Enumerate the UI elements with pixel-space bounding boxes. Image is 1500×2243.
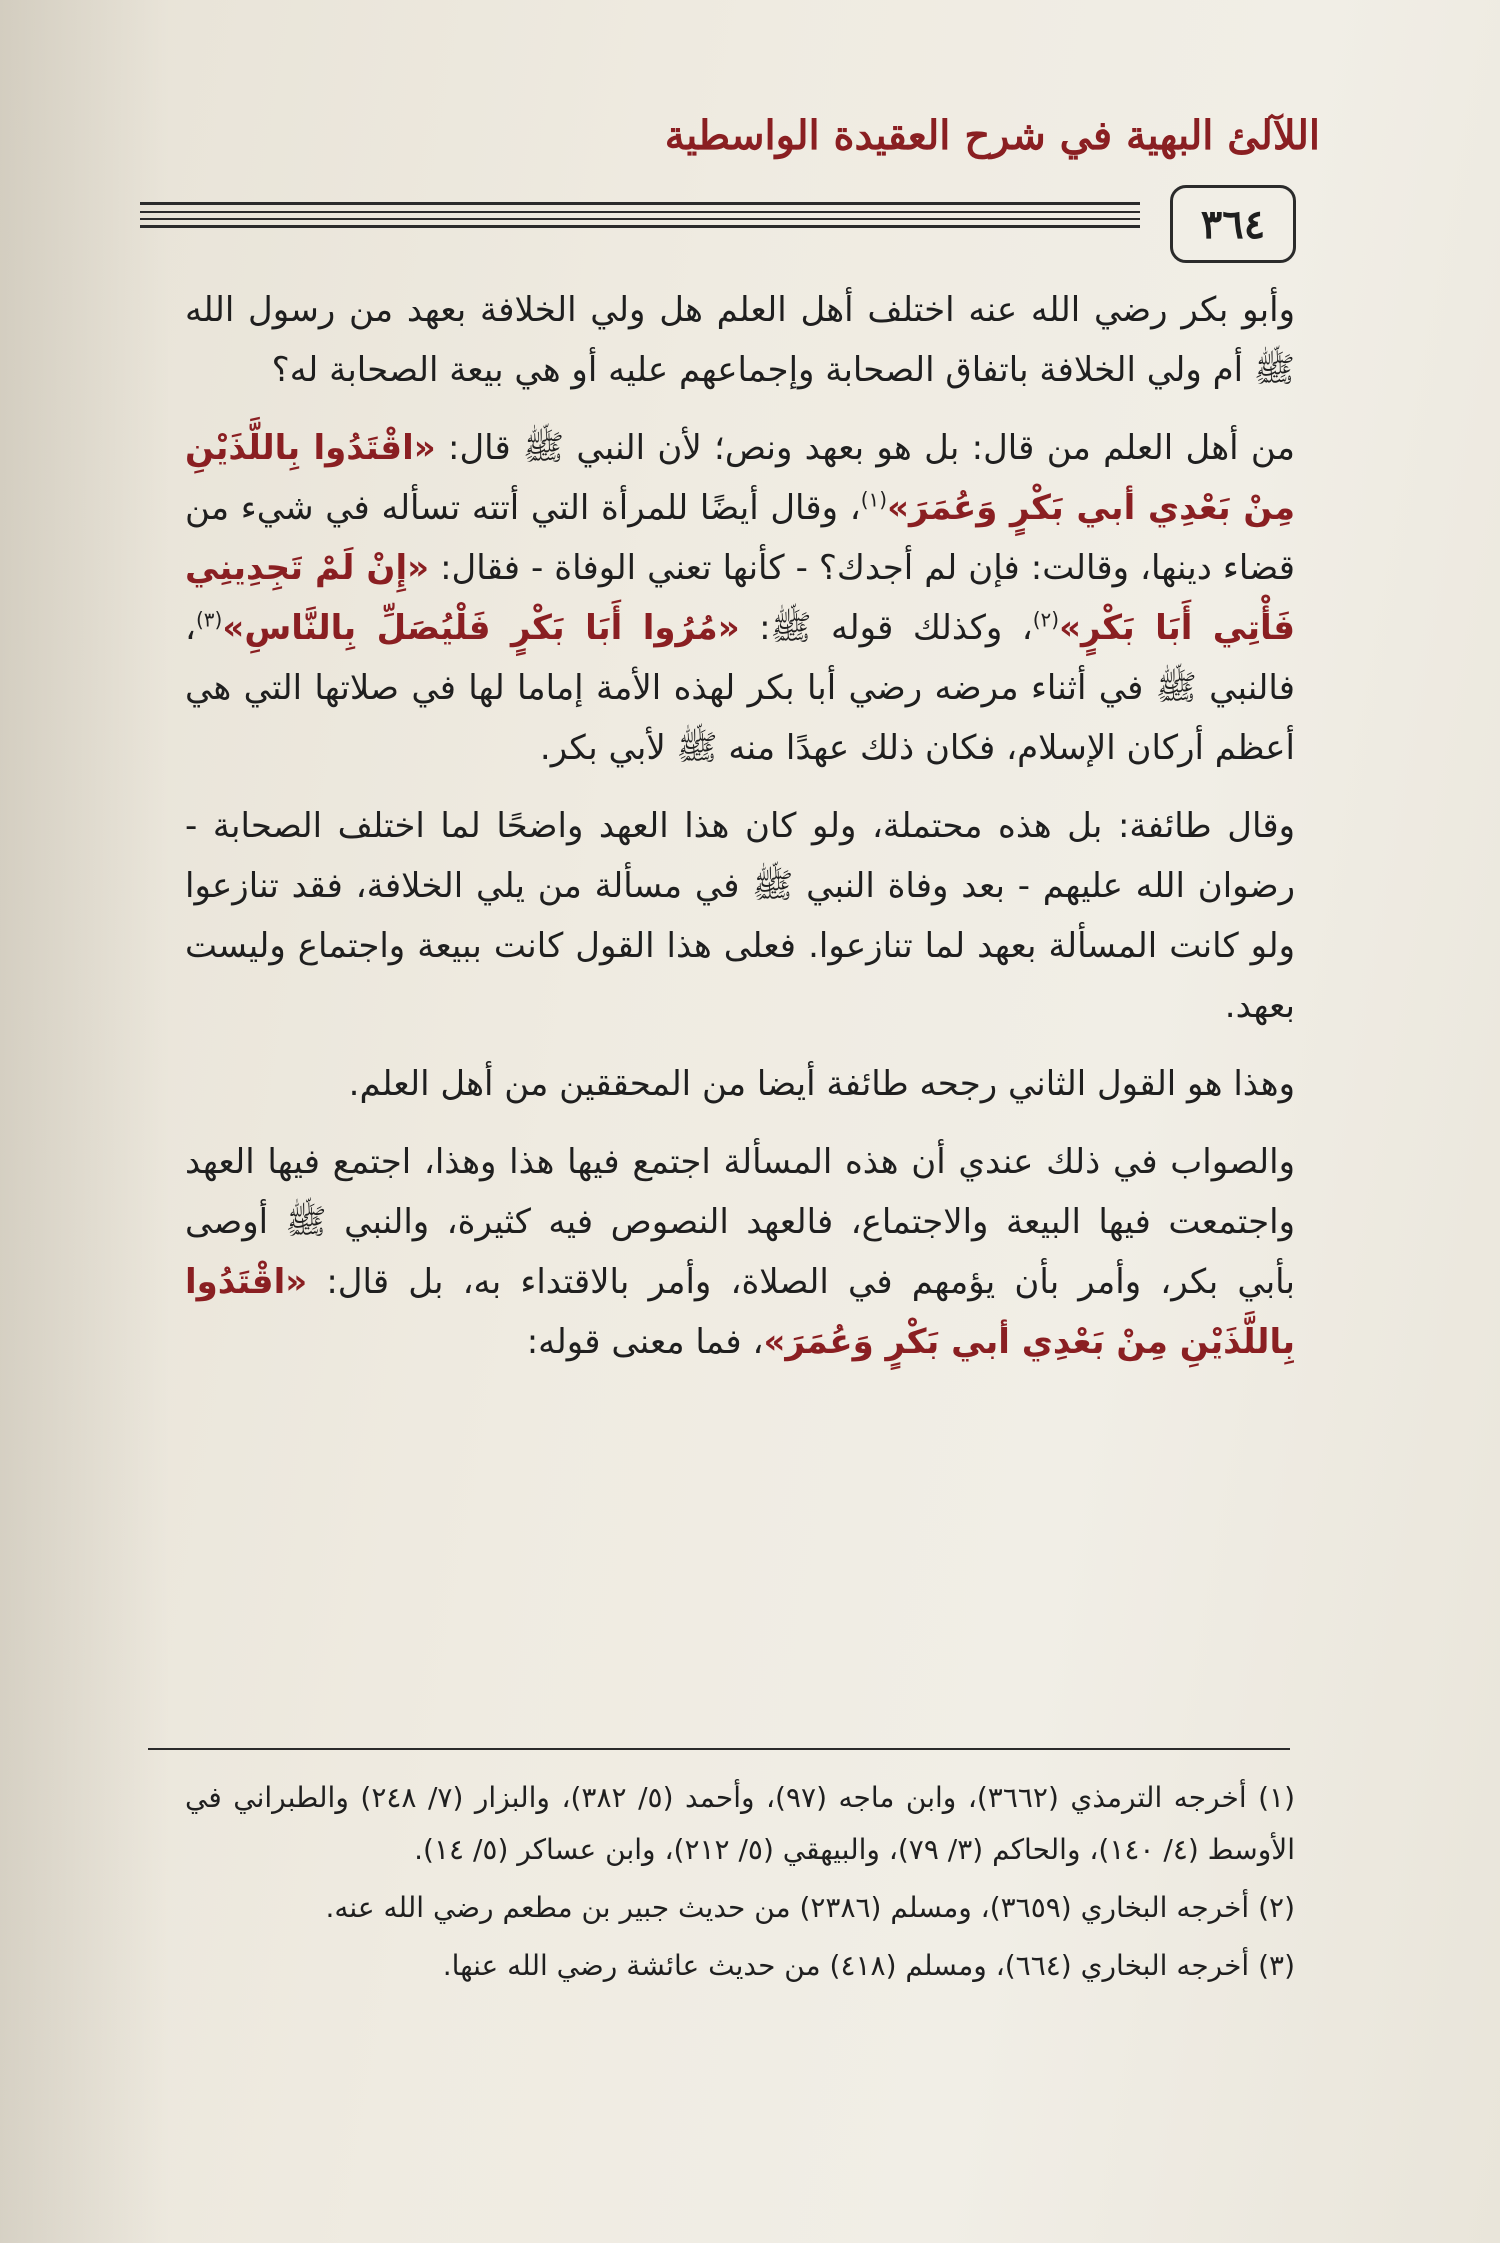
footnote-1: (١) أخرجه الترمذي (٣٦٦٢)، وابن ماجه (٩٧)، وأحمد (٥/ ٣٨٢)، والبزار (٧/ ٢٤٨) والطبراني في الأوسط (٤/ ١٤٠)، والحاكم (٣/ ٧٩)، والبيهقي (٥/ ٢١٢)، وابن عساكر (٥/ ١٤). — [185, 1781, 1296, 1866]
footnote-ref-2: (٢) — [1032, 607, 1060, 632]
paragraph-2 — [185, 418, 1295, 778]
text-span: ، فما معنى قوله: — [526, 1322, 764, 1362]
paragraph-4: وهذا هو القول الثاني رجحه طائفة أيضا من المحققين من أهل العلم. — [348, 1064, 1295, 1104]
footnote-ref-3: (٣) — [195, 607, 223, 632]
paragraph-5 — [185, 1132, 1295, 1372]
footnotes — [185, 1772, 1295, 1998]
page-number: ٣٦٤ — [1170, 185, 1296, 263]
paragraph-1: وأبو بكر رضي الله عنه اختلف أهل العلم هل ولي الخلافة بعهد من رسول الله ﷺ أم ولي الخلافة باتفاق الصحابة وإجماعهم عليه أو هي بيعة الصحابة له؟ — [185, 290, 1295, 390]
footnote-ref-1: (١) — [860, 487, 888, 512]
footnote-divider — [148, 1748, 1290, 1750]
hadith-quote-3: «مُرُوا أَبَا بَكْرٍ فَلْيُصَلِّ بِالنَّاسِ» — [222, 608, 740, 648]
main-text — [185, 280, 1295, 1390]
running-title: اللآلئ البهية في شرح العقيدة الواسطية — [664, 112, 1320, 159]
hadith-quote-4: «اقْتَدُوا بِاللَّذَيْنِ مِنْ بَعْدِي أبي بَكْرٍ وَعُمَرَ» — [185, 1262, 1295, 1362]
page-curl-shadow — [0, 0, 170, 2243]
text-span: من أهل العلم من قال: بل هو بعهد ونص؛ لأن النبي ﷺ قال: — [435, 428, 1295, 468]
paragraph-3: وقال طائفة: بل هذه محتملة، ولو كان هذا العهد واضحًا لما اختلف الصحابة - رضوان الله عليهم - بعد وفاة النبي ﷺ في مسألة من يلي الخلافة، فقد تنازعوا ولو كانت المسألة بعهد لما تنازعوا. فعلى هذا القول كانت ببيعة واجتماع وليست بعهد. — [185, 806, 1295, 1026]
text-span: ، وقال أيضًا للمرأة التي أتته تسأله في شيء من قضاء دينها، وقالت: فإن لم أجدك؟ - كأنها تعني الوفاة - فقال: — [185, 488, 1295, 588]
hadith-quote-1: «اقْتَدُوا بِاللَّذَيْنِ مِنْ بَعْدِي أبي بَكْرٍ وَعُمَرَ» — [185, 428, 1295, 528]
header-rules — [140, 200, 1140, 240]
footnote-3: (٣) أخرجه البخاري (٦٦٤)، ومسلم (٤١٨) من حديث عائشة رضي الله عنها. — [442, 1949, 1295, 1982]
text-span: ، وكذلك قوله ﷺ: — [739, 608, 1033, 648]
text-span: ، فالنبي ﷺ في أثناء مرضه رضي أبا بكر لهذه الأمة إماما لها في صلاتها التي هي أعظم أركان الإسلام، فكان ذلك عهدًا منه ﷺ لأبي بكر. — [185, 608, 1295, 768]
text-span: والصواب في ذلك عندي أن هذه المسألة اجتمع فيها هذا وهذا، اجتمع فيها العهد واجتمعت فيها البيعة والاجتماع، فالعهد النصوص فيه كثيرة، والنبي ﷺ أوصى بأبي بكر، وأمر بأن يؤمهم في الصلاة، وأمر بالاقتداء به، بل قال: — [185, 1142, 1295, 1302]
footnote-2: (٢) أخرجه البخاري (٣٦٥٩)، ومسلم (٢٣٨٦) من حديث جبير بن مطعم رضي الله عنه. — [325, 1891, 1295, 1924]
hadith-quote-2: «إِنْ لَمْ تَجِدِينِي فَأْتِي أَبَا بَكْرٍ» — [185, 548, 1295, 648]
